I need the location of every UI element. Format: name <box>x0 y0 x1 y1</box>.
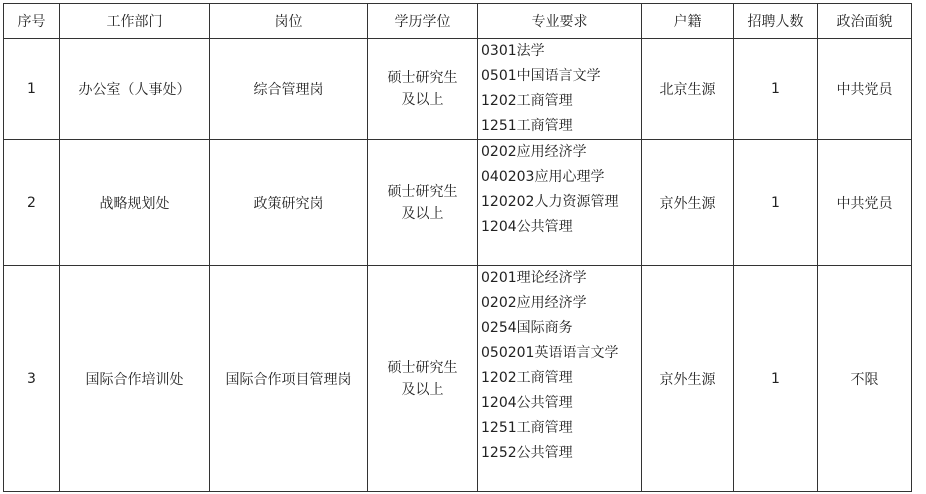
major-item: 0202应用经济学 <box>481 295 587 311</box>
major-item: 1251工商管理 <box>481 420 573 436</box>
major-item: 0301法学 <box>481 43 545 59</box>
row-department: 战略规划处 <box>60 140 210 266</box>
header-position: 岗位 <box>210 4 368 39</box>
row-political: 中共党员 <box>818 39 912 140</box>
row-majors <box>478 39 642 140</box>
major-item: 0201理论经济学 <box>481 270 587 286</box>
row-hukou: 京外生源 <box>642 140 734 266</box>
major-item: 120202人力资源管理 <box>481 194 619 210</box>
education-line: 及以上 <box>401 205 444 222</box>
education-line: 及以上 <box>401 92 444 108</box>
table-row <box>4 39 912 140</box>
row-political: 不限 <box>818 266 912 492</box>
education-line: 硕士研究生 <box>387 359 458 376</box>
row-political: 中共党员 <box>818 140 912 266</box>
row-education <box>368 140 478 266</box>
table-row <box>4 266 912 492</box>
row-count: 1 <box>734 140 818 266</box>
major-item: 1204公共管理 <box>481 219 573 235</box>
recruitment-table <box>3 3 912 492</box>
header-major: 专业要求 <box>478 4 642 39</box>
header-count: 招聘人数 <box>734 4 818 39</box>
row-department: 国际合作培训处 <box>60 266 210 492</box>
row-position: 国际合作项目管理岗 <box>210 266 368 492</box>
table-header-row <box>4 4 912 39</box>
major-item: 1252公共管理 <box>481 445 573 461</box>
row-position: 综合管理岗 <box>210 39 368 140</box>
major-item: 040203应用心理学 <box>481 169 605 185</box>
row-index: 2 <box>4 140 60 266</box>
table-row <box>4 140 912 266</box>
education-line: 硕士研究生 <box>387 70 458 86</box>
row-position: 政策研究岗 <box>210 140 368 266</box>
major-item: 1204公共管理 <box>481 395 573 411</box>
row-hukou: 京外生源 <box>642 266 734 492</box>
row-count: 1 <box>734 39 818 140</box>
header-index: 序号 <box>4 4 60 39</box>
row-index: 1 <box>4 39 60 140</box>
education-line: 硕士研究生 <box>387 183 458 200</box>
row-count: 1 <box>734 266 818 492</box>
major-item: 0501中国语言文学 <box>481 68 601 84</box>
row-education <box>368 266 478 492</box>
major-item: 0202应用经济学 <box>481 144 587 160</box>
row-majors <box>478 266 642 492</box>
major-item: 1202工商管理 <box>481 370 573 386</box>
header-political: 政治面貌 <box>818 4 912 39</box>
row-department: 办公室（人事处） <box>60 39 210 140</box>
major-item: 1251工商管理 <box>481 118 573 134</box>
header-hukou: 户籍 <box>642 4 734 39</box>
row-hukou: 北京生源 <box>642 39 734 140</box>
major-item: 050201英语语言文学 <box>481 345 619 361</box>
header-department: 工作部门 <box>60 4 210 39</box>
major-item: 0254国际商务 <box>481 320 573 336</box>
row-majors <box>478 140 642 266</box>
major-item: 1202工商管理 <box>481 93 573 109</box>
row-index: 3 <box>4 266 60 492</box>
education-line: 及以上 <box>401 381 444 398</box>
header-education: 学历学位 <box>368 4 478 39</box>
row-education <box>368 39 478 140</box>
